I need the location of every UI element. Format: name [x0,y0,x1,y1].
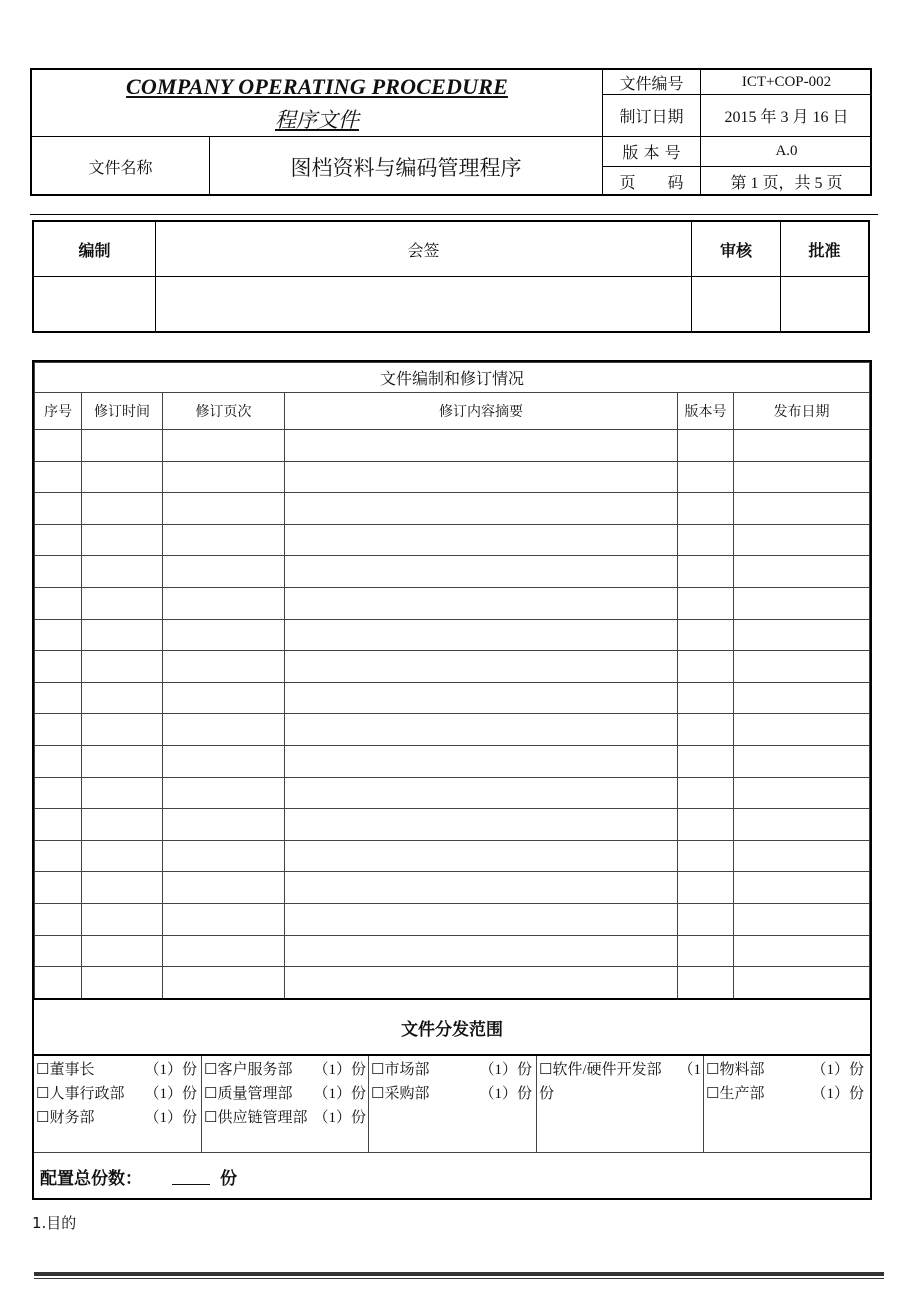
col-summary-header: 修订内容摘要 [285,393,678,430]
revision-cell[interactable] [285,935,678,967]
revision-cell[interactable] [285,587,678,619]
distribution-title: 文件分发范围 [34,1000,870,1056]
col-revision-pages-header: 修订页次 [163,393,285,430]
revision-cell[interactable] [678,619,734,651]
revision-cell[interactable] [678,903,734,935]
distribution-item[interactable]: ☐供应链管理部 （1）份 [204,1110,366,1126]
revision-row [35,714,870,746]
revision-cell[interactable] [285,524,678,556]
revision-cell[interactable] [35,587,82,619]
revision-cell[interactable] [35,777,82,809]
revision-row [35,524,870,556]
distribution-item[interactable]: ☐质量管理部 （1）份 [204,1086,366,1102]
revision-cell[interactable] [678,809,734,841]
revision-cell[interactable] [734,651,870,683]
revision-cell[interactable] [734,524,870,556]
revision-cell[interactable] [163,524,285,556]
revision-cell[interactable] [35,745,82,777]
version-label: 版 本 号 [622,143,681,162]
revision-cell[interactable] [285,777,678,809]
revision-cell[interactable] [285,745,678,777]
revision-cell[interactable] [678,777,734,809]
revision-cell[interactable] [678,461,734,493]
revision-cell[interactable] [285,430,678,462]
revision-cell[interactable] [734,935,870,967]
approved-by-label: 批准 [808,240,841,260]
revision-cell[interactable] [82,461,163,493]
revision-cell[interactable] [734,493,870,525]
distribution-item[interactable]: ☐董事长 （1）份 [36,1062,197,1078]
revision-cell[interactable] [163,840,285,872]
revision-cell[interactable] [678,840,734,872]
revision-cell[interactable] [678,872,734,904]
revision-cell[interactable] [163,809,285,841]
total-copies-unit: 份 [220,1169,237,1189]
revision-row [35,430,870,462]
revision-cell[interactable] [734,967,870,999]
revision-cell[interactable] [35,430,82,462]
revision-cell[interactable] [678,967,734,999]
revision-cell[interactable] [678,524,734,556]
revision-cell[interactable] [285,493,678,525]
distribution-item[interactable]: ☐物料部 （1）份 [706,1062,864,1078]
footer-rule [34,1272,884,1276]
revision-cell[interactable] [163,935,285,967]
approval-table [32,220,870,333]
revision-cell[interactable] [163,903,285,935]
revision-cell[interactable] [163,430,285,462]
revision-cell[interactable] [734,619,870,651]
distribution-divider [34,1152,870,1153]
countersign-label: 会签 [407,240,440,260]
revision-row [35,903,870,935]
company-procedure-title: COMPANY OPERATING PROCEDURE [126,74,508,99]
revision-cell[interactable] [163,587,285,619]
revision-cell[interactable] [285,682,678,714]
col-release-date-header: 发布日期 [734,393,870,430]
revision-cell[interactable] [82,524,163,556]
revision-cell[interactable] [163,745,285,777]
distribution-item-continuation: 份 [539,1086,555,1102]
distribution-item[interactable]: ☐生产部 （1）份 [706,1086,864,1102]
revision-cell[interactable] [82,714,163,746]
distribution-column [34,1056,201,1152]
revision-cell[interactable] [82,967,163,999]
revision-row [35,461,870,493]
revision-cell[interactable] [35,809,82,841]
revision-cell[interactable] [734,745,870,777]
revision-cell[interactable] [285,651,678,683]
revision-cell[interactable] [163,493,285,525]
revision-cell[interactable] [35,651,82,683]
revision-cell[interactable] [163,967,285,999]
revision-cell[interactable] [82,430,163,462]
revision-cell[interactable] [163,777,285,809]
revision-cell[interactable] [82,651,163,683]
revision-cell[interactable] [678,935,734,967]
distribution-item[interactable]: ☐人事行政部 （1）份 [36,1086,197,1102]
revision-cell[interactable] [734,777,870,809]
revision-cell[interactable] [163,651,285,683]
distribution-item[interactable]: ☐软件/硬件开发部 （1 [539,1062,701,1078]
revision-cell[interactable] [163,619,285,651]
revision-cell[interactable] [82,745,163,777]
revision-cell[interactable] [678,745,734,777]
revision-cell[interactable] [734,682,870,714]
issue-date-label: 制订日期 [619,107,684,126]
revision-cell[interactable] [82,777,163,809]
section-heading-purpose: 1.目的 [32,1214,77,1232]
revision-row [35,967,870,999]
revision-cell[interactable] [35,935,82,967]
revision-history-table [32,360,872,1000]
revision-row [35,872,870,904]
revision-cell[interactable] [678,651,734,683]
distribution-column [368,1056,536,1152]
doc-name-label: 文件名称 [88,158,153,177]
approved-by-field[interactable] [781,277,868,331]
revision-row [35,745,870,777]
distribution-item[interactable]: ☐市场部 （1）份 [371,1062,532,1078]
revision-cell[interactable] [82,903,163,935]
revision-cell[interactable] [35,556,82,588]
revision-cell[interactable] [82,840,163,872]
distribution-item[interactable]: ☐财务部 （1）份 [36,1110,197,1126]
revision-cell[interactable] [285,872,678,904]
col-revision-time-header: 修订时间 [82,393,163,430]
revision-cell[interactable] [82,809,163,841]
revision-cell[interactable] [163,556,285,588]
revision-cell[interactable] [734,809,870,841]
revision-row [35,587,870,619]
page-value: 第 1 页，共 5 页 [730,175,843,192]
issue-date-value: 2015 年 3 月 16 日 [724,109,849,126]
col-version-header: 版本号 [678,393,734,430]
revision-row [35,935,870,967]
revision-cell[interactable] [285,619,678,651]
revision-cell[interactable] [35,903,82,935]
revision-cell[interactable] [285,461,678,493]
revision-cell[interactable] [678,682,734,714]
revision-cell[interactable] [35,461,82,493]
revision-row [35,840,870,872]
revision-cell[interactable] [82,493,163,525]
countersign-field[interactable] [156,277,691,331]
distribution-column [536,1056,703,1152]
revision-cell[interactable] [35,493,82,525]
revision-cell[interactable] [163,682,285,714]
revision-cell[interactable] [734,872,870,904]
revision-cell[interactable] [35,619,82,651]
page-label: 页 码 [619,173,684,192]
reviewed-by-field[interactable] [692,277,780,331]
doc-number-value: ICT+COP-002 [741,73,832,90]
revision-cell[interactable] [734,903,870,935]
revision-cell[interactable] [35,840,82,872]
revision-cell[interactable] [82,682,163,714]
revision-cell[interactable] [82,935,163,967]
revision-cell[interactable] [678,430,734,462]
revision-cell[interactable] [163,461,285,493]
revision-row [35,556,870,588]
revision-cell[interactable] [35,714,82,746]
revision-cell[interactable] [734,587,870,619]
revision-cell[interactable] [678,714,734,746]
revision-cell[interactable] [285,809,678,841]
revision-cell[interactable] [82,619,163,651]
distribution-item[interactable]: ☐采购部 （1）份 [371,1086,532,1102]
total-copies-input[interactable] [172,1164,210,1185]
total-copies-label: 配置总份数： [40,1169,142,1189]
revision-cell[interactable] [285,714,678,746]
revision-cell[interactable] [35,524,82,556]
revision-cell[interactable] [35,682,82,714]
revision-table-title: 文件编制和修订情况 [35,363,870,393]
revision-cell[interactable] [734,461,870,493]
footer-rule-thin [34,1278,884,1279]
revision-row [35,651,870,683]
revision-row [35,809,870,841]
revision-cell[interactable] [734,430,870,462]
document-header [30,68,872,196]
header-divider [30,214,878,215]
doc-number-label: 文件编号 [619,73,684,93]
procedure-doc-title: 程序文件 [275,108,359,132]
revision-cell[interactable] [285,967,678,999]
distribution-section [32,998,872,1200]
revision-cell[interactable] [163,714,285,746]
revision-row [35,493,870,525]
revision-row [35,682,870,714]
revision-cell[interactable] [285,840,678,872]
reviewed-by-label: 审核 [719,240,752,260]
revision-cell[interactable] [35,967,82,999]
revision-cell[interactable] [285,556,678,588]
revision-cell[interactable] [678,493,734,525]
revision-row [35,619,870,651]
revision-cell[interactable] [82,872,163,904]
version-value: A.0 [775,143,798,159]
prepared-by-field[interactable] [34,277,155,331]
doc-name-value: 图档资料与编码管理程序 [290,155,522,180]
prepared-by-label: 编制 [78,240,111,260]
revision-cell[interactable] [35,872,82,904]
revision-cell[interactable] [734,714,870,746]
revision-cell[interactable] [678,556,734,588]
revision-row [35,777,870,809]
revision-cell[interactable] [734,840,870,872]
revision-cell[interactable] [678,587,734,619]
distribution-column [703,1056,870,1152]
distribution-item[interactable]: ☐客户服务部 （1）份 [204,1062,366,1078]
revision-cell[interactable] [285,903,678,935]
revision-cell[interactable] [82,587,163,619]
col-seq-header: 序号 [35,393,82,430]
revision-cell[interactable] [82,556,163,588]
revision-cell[interactable] [734,556,870,588]
distribution-column [201,1056,368,1152]
revision-cell[interactable] [163,872,285,904]
